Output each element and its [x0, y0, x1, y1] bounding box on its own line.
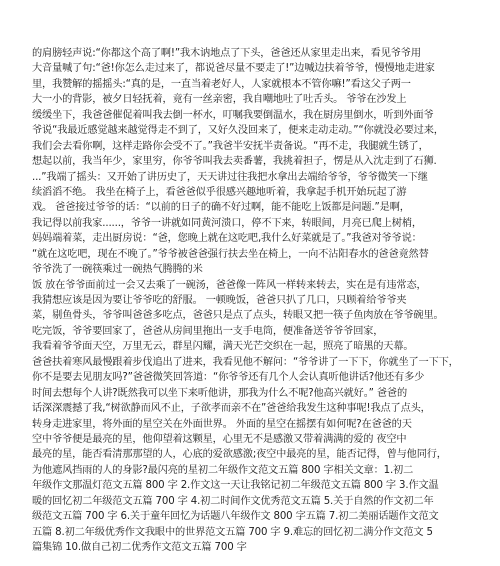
text-line: 我记得以前我家......，爷爷一讲就如同黄河溃口，停不下来，转眼间，月亮已爬上树梢，: [32, 217, 422, 229]
text-line: 年级作文那温灯范文五篇 800 字 2.作文这一天让我铭记初二年级范文五篇 800 字 3.作文温: [32, 480, 439, 492]
text-line: 里，我赞解的摇摇头:“真的是，一直当着老好人，人家就根本不管你嘛!”看这父子两一: [32, 78, 411, 90]
text-line: 妈妈端着菜，走出厨房说：“爸，您晚上就在这吃吧,我什么好菜就是了。”我爸对爷爷说：: [32, 233, 422, 245]
text-line: 五篇 8.初二年级优秀作文我眼中的世界范文五篇 700 字 9.难忘的回忆初二满分作文范文 5: [32, 526, 433, 538]
text-line: 级范文五篇 700 字 6.关于童年回忆为话题八年级作文 800 字五篇 7.初二美丽话题作文范文: [32, 511, 439, 523]
text-line: “就在这吃吧，现在不晚了。”爷爷被爸爸强行扶去坐在椅上，一向不沾阳春水的爸爸竟然替: [32, 248, 429, 260]
text-line: 为他遮风挡雨的人的身影?最闪亮的星初二年级作文范文五篇 800 字相关文章：1.初二: [32, 464, 414, 476]
text-line: 爸爸扶着寒风最慢跟着步伐追出了进来，我看见他不解问：“爷爷讲了一下下，你就坐了一下下，: [32, 356, 459, 368]
text-line: 大音量喊了句:“爸!你怎么走过来了，都说爸尽量不要走了!”边喊边扶着爷爷，慢慢地走进家: [32, 63, 435, 75]
text-line: 饭 放在爷爷面前过一会又去乘了一碗汤，爸爸像一阵风一样转来转去，实在是有违常态，: [32, 279, 427, 291]
text-line: 缓缓坐下，我爸爸催促着叫我去倒一杯水，叮嘱我要倒温水，我在厨房里倒水，听到外面爷: [32, 109, 434, 121]
text-line: 篇集锦 10.做自己初二优秀作文范文五篇 700 字: [32, 542, 247, 553]
text-line: 暖的回忆初二年级范文五篇 700 字 4.初二时间作文优秀范文五篇 5.关于自然的作文初二年: [32, 495, 434, 507]
text-line: 爷爷洗了一碗筷乘过一碗热气腾腾的米: [32, 264, 203, 276]
text-line: 大一小的背影，被夕日轻抚着，竟有一丝亲密，我自嘲地吐了吐舌头。 爷爷在沙发上: [32, 94, 407, 106]
text-line: 空中爷爷便是最亮的星，他仰望着这颗星，心里无不是感激又带着满满的爱的 夜空中: [32, 433, 407, 445]
text-line: 转身走进家里，将外面的星空关在外面世界。 外面的星空在摇摆有如何呢?在爸爸的天: [32, 418, 412, 430]
text-line: 最亮的星，能否看清那那望的人，心底的爱欲感激;夜空中最亮的星，能否记得，曾与他同行，: [32, 449, 447, 461]
text-line: 你不是要去见朋友吗?”爸爸微笑回答道：“你爷爷还有几个人会认真听他讲话?他还有多少: [32, 372, 425, 384]
text-line: 我看着爷爷面天空，万里无云，群星闪耀，满天光芒交织在一起，照亮了暗黑的天幕。: [32, 341, 414, 353]
text-line: 我猜想应该是因为要让爷爷吃的舒服。 一顿晚饭，爸爸只扒了几口，只顾着给爷爷夹: [32, 295, 407, 306]
text-line: 菜，剔鱼骨头，爷爷叫爸爸多吃点，爸爸只是点了点头，转眼又把一筷子鱼肉放在爷爷碗里。: [32, 310, 444, 322]
text-line: 爷说“我最近感觉越来越觉得走不到了，又好久没回来了，便来走动走动。”“你就没必要过来，: [32, 125, 444, 137]
text-line: 戏。 爸爸接过爷爷的话：“以前的日子的确不好过啊，能不能吃上饭都是问题.”是啊，: [32, 202, 410, 214]
text-line: 续滔滔不绝。 我坐在椅子上，看爸爸似乎很感兴趣地听着，我拿起手机开始玩起了游: [32, 186, 407, 198]
text-line: 时间去想每个人讲?既然我可以坐下来听他讲，那我为什么不呢?他高兴就好。” 爸爸的: [32, 387, 407, 399]
text-line: 想起以前，我当年少，家里穷，你爷爷叫我去卖番薯，我挑着担子，愣是从入沈走到了石狮.: [32, 156, 437, 168]
text-line: 我们会去看你啊，这样走路你会受不了。”我爸半安抚半责备说。“再不走，我腿就生锈了，: [32, 140, 429, 152]
text-line: ...”我端了摇头：又开始了讲历史了，天天讲过往我把水拿出去端给爷爷，爷爷微笑一下继: [32, 171, 428, 183]
text-line: 吃完饭，爷爷要回家了，爸爸从房间里拖出一支手电筒，便准备送爷爷爷回家，: [32, 325, 384, 337]
text-line: 话深深震撼了我,“树欲静而风不止，子欲孝而亲不在”爸爸给我发生这种事呢!我点了点头，: [32, 403, 431, 415]
text-line: 的肩膀轻声说:“你都这个高了啊!”我木讷地点了下头，爸爸还从家里走出来，看见爷爷用: [32, 48, 421, 59]
